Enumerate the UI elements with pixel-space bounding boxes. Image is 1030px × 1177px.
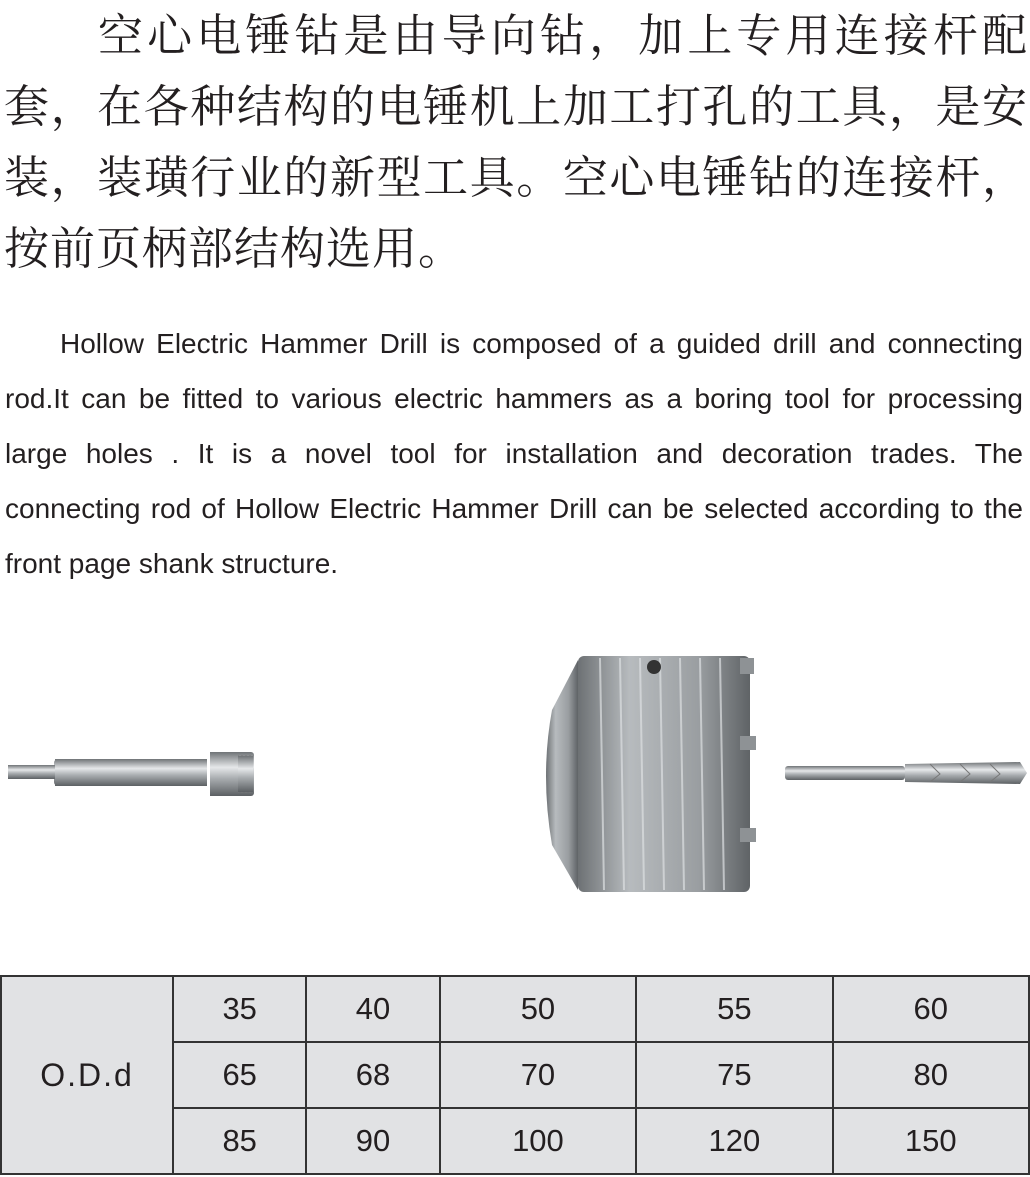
table-cell: 68 — [306, 1042, 439, 1108]
english-description — [5, 316, 1023, 591]
chinese-description — [4, 0, 1028, 284]
pilot-drill-image — [785, 762, 1027, 784]
table-cell: 35 — [173, 976, 306, 1042]
table-cell: 70 — [440, 1042, 636, 1108]
table-cell: 55 — [636, 976, 832, 1042]
table-cell: 75 — [636, 1042, 832, 1108]
english-paragraph: Hollow Electric Hammer Drill is composed of a guided drill and connecting rod.It can be fitted to various electric hammers as a boring tool for processing large holes . It is a novel tool for installation and decoration trades. The connecting rod of Hollow Electric Hammer Drill can be selected according to the front page shank structure. — [5, 328, 1023, 579]
product-photo — [0, 640, 1030, 910]
table-row — [1, 976, 1029, 1042]
table-cell: 90 — [306, 1108, 439, 1174]
table-cell: 40 — [306, 976, 439, 1042]
chinese-paragraph: 空心电锤钻是由导向钻，加上专用连接杆配套，在各种结构的电锤机上加工打孔的工具，是安装，装璜行业的新型工具。空心电锤钻的连接杆，按前页柄部结构选用。 — [4, 10, 1028, 274]
od-spec-table — [0, 975, 1030, 1175]
table-cell: 100 — [440, 1108, 636, 1174]
table-cell: 50 — [440, 976, 636, 1042]
table-cell: 150 — [833, 1108, 1029, 1174]
table-cell: 60 — [833, 976, 1029, 1042]
hollow-core-bit-image — [546, 656, 756, 892]
table-cell: 80 — [833, 1042, 1029, 1108]
od-label: O.D.d — [1, 976, 173, 1174]
table-cell: 120 — [636, 1108, 832, 1174]
table-cell: 65 — [173, 1042, 306, 1108]
table-cell: 85 — [173, 1108, 306, 1174]
